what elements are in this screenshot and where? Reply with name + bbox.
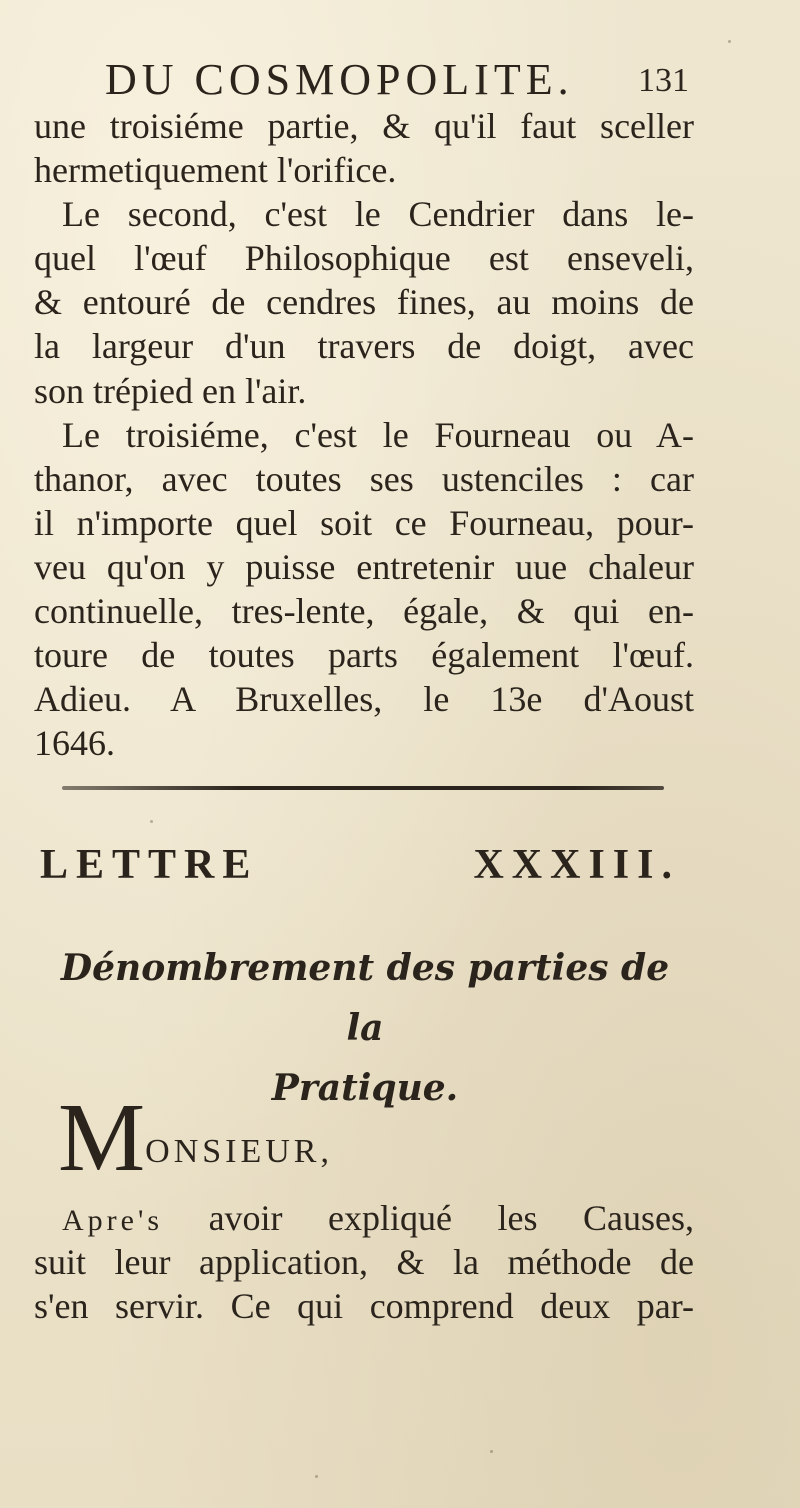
text-line: Le troisiéme, c'est le Fourneau ou A- <box>62 414 694 455</box>
subtitle-line: Dénombrement des parties de la <box>60 947 670 1049</box>
subtitle-line: Pratique. <box>271 1067 459 1109</box>
section-rule <box>62 786 664 790</box>
text-line: son trépied en l'air. <box>34 370 307 411</box>
text-line: & entouré de cendres fines, au moins de <box>34 282 694 323</box>
text-line: la largeur d'un travers de doigt, avec <box>34 326 694 367</box>
opening-line-rest: avoir expliqué les Causes, <box>208 1198 694 1238</box>
text-line: une troisiéme partie, & qu'il faut sceller <box>34 106 694 146</box>
letter-subtitle <box>60 938 670 1118</box>
letter-number: XXXIII. <box>473 842 680 888</box>
text-line: quel l'œuf Philosophique est enseveli, <box>34 238 694 279</box>
text-line: il n'importe quel soit ce Fourneau, pour- <box>34 502 694 543</box>
page-number: 131 <box>638 62 689 99</box>
text-line: s'en servir. Ce qui comprend deux par- <box>34 1286 694 1327</box>
paper-speck <box>315 1475 318 1478</box>
letter-heading-word: LETTRE <box>40 842 259 888</box>
paper-speck <box>728 40 731 43</box>
running-title: DU COSMOPOLITE. <box>105 55 574 104</box>
paper-speck <box>490 1450 493 1453</box>
main-text <box>34 104 694 765</box>
text-line: hermetiquement l'orifice. <box>34 150 397 191</box>
text-line: Adieu. A Bruxelles, le 13e d'Aoust <box>34 679 694 720</box>
text-line: veu qu'on y puisse entretenir uue chaleur <box>34 546 694 587</box>
text-line: thanor, avec toutes ses ustenciles : car <box>34 458 694 499</box>
text-line: Le second, c'est le Cendrier dans le- <box>62 194 694 235</box>
salutation-rest: ONSIEUR, <box>145 1133 333 1170</box>
text-line: suit leur application, & la méthode de <box>34 1242 694 1283</box>
opening-small-caps: Apre's <box>62 1204 164 1237</box>
letter-heading <box>40 835 680 895</box>
paper-speck <box>150 820 153 823</box>
drop-cap: M <box>58 1084 146 1192</box>
text-line: continuelle, tres-lente, égale, & qui en- <box>34 591 694 632</box>
text-line: 1646. <box>34 723 115 764</box>
text-line: toure de toutes parts également l'œuf. <box>34 635 694 676</box>
letter-body <box>34 1196 694 1328</box>
running-head <box>105 50 705 110</box>
text-line <box>34 1196 694 1240</box>
